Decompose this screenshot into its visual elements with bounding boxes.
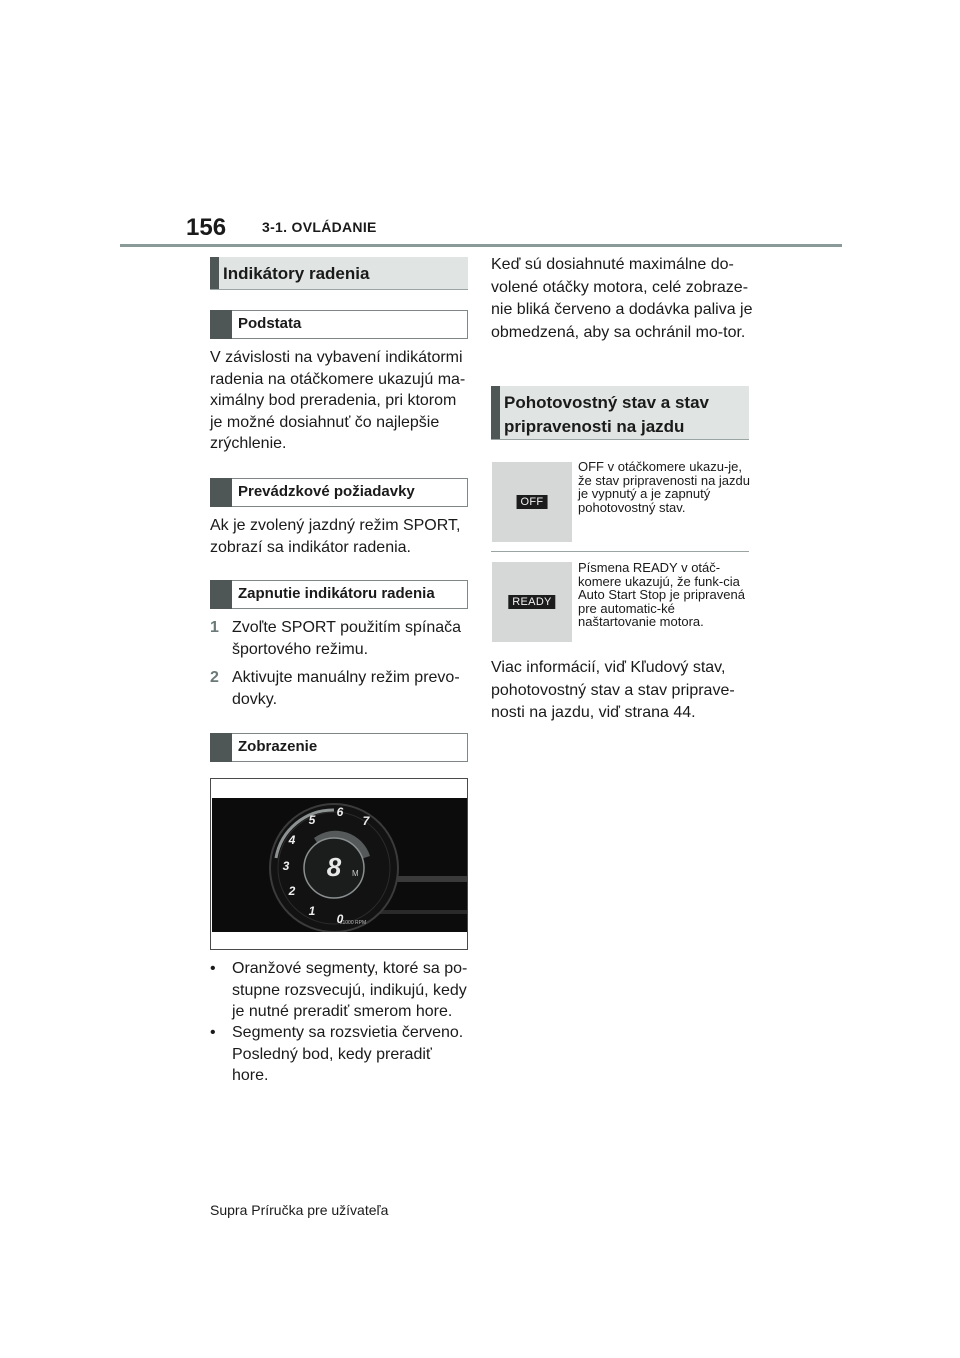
step-text: Zvoľte SPORT použitím spínača športového režimu.: [232, 619, 462, 658]
ready-indicator-image: [492, 562, 572, 642]
tachometer-image: [210, 778, 468, 950]
tick-0: 0: [336, 912, 344, 926]
gear-digit: 8: [326, 852, 342, 882]
subheading-text: Podstata: [238, 315, 302, 332]
section-label: 3-1. OVLÁDANIE: [262, 219, 377, 235]
bullet-symbol: •: [210, 1024, 216, 1041]
tick-7: 7: [362, 814, 370, 828]
tachometer-graphic: [212, 798, 467, 932]
step-1: [210, 617, 472, 661]
gear-mode: M: [352, 869, 359, 878]
heading-standby-ready: [491, 386, 749, 440]
bullet-item-2: [210, 1022, 472, 1088]
paragraph-max-rpm: Keď sú dosiahnuté maximálne do-volené otáčky motora, celé zobraze-nie bliká červeno a dodávka paliva je obmedzená, aby sa ochránil mo-tor.: [491, 256, 753, 341]
footer-text: Supra Príručka pre užívateľa: [210, 1202, 389, 1218]
tick-3: 3: [282, 859, 290, 873]
ready-description: Písmena READY v otáč-komere ukazujú, že funk-cia Auto Start Stop je pripravená pre automatic-ké naštartovanie motora.: [578, 560, 745, 629]
subheading-text: Zobrazenie: [238, 738, 318, 755]
subheading-bar: [210, 478, 232, 507]
heading-shift-indicators: [210, 257, 468, 290]
subheading-text: Prevádzkové požiadavky: [238, 483, 415, 500]
tick-4: 4: [288, 833, 296, 847]
subheading-principle: [210, 310, 468, 339]
bullet-text: Segmenty sa rozsvietia červeno. Posledný bod, kedy preradiť hore.: [232, 1024, 464, 1084]
off-indicator-image: [492, 462, 572, 542]
subheading-bar: [210, 733, 232, 762]
off-label: OFF: [517, 495, 548, 509]
subheading-display: [210, 733, 468, 762]
step-number: 2: [210, 669, 219, 686]
heading-bar: [210, 257, 219, 289]
bullet-symbol: •: [210, 960, 216, 977]
tick-1: 1: [308, 904, 316, 918]
subheading-bar: [210, 580, 232, 609]
subheading-requirements: [210, 478, 468, 507]
heading-bar: [491, 386, 500, 439]
subheading-bar: [210, 310, 232, 339]
tick-5: 5: [308, 813, 316, 827]
bullet-text: Oranžové segmenty, ktoré sa po-stupne rozsvecujú, indikujú, kedy je nutné preradiť smerom hore.: [232, 960, 468, 1020]
page-number: 156: [186, 214, 227, 241]
subheading-activation: [210, 580, 468, 609]
step-number: 1: [210, 619, 219, 636]
step-2: [210, 667, 472, 711]
heading-text: Pohotovostný stav a stav pripravenosti na jazdu: [504, 393, 710, 436]
heading-text: Indikátory radenia: [223, 264, 370, 283]
paragraph-more-info: Viac informácií, viď Kľudový stav, pohotovostný stav a stav priprave-nosti na jazdu, viď strana 44.: [491, 659, 735, 721]
tick-2: 2: [288, 884, 296, 898]
off-description: OFF v otáčkomere ukazu-je, že stav pripravenosti na jazdu je vypnutý a je zapnutý pohotovostný stav.: [578, 459, 750, 515]
divider: [491, 551, 749, 552]
subheading-text: Zapnutie indikátoru radenia: [238, 585, 435, 602]
paragraph-principle: V závislosti na vybavení indikátormi radenia na otáčkomere ukazujú ma-ximálny bod preradenia, pri ktorom je možné dosiahnuť čo najlepšie zrýchlenie.: [210, 349, 466, 452]
tick-6: 6: [336, 805, 344, 819]
step-text: Aktivujte manuálny režim prevo-dovky.: [232, 669, 460, 708]
rpm-unit: x1000 RPM: [340, 920, 367, 926]
ready-label: READY: [508, 595, 555, 609]
bullet-item-1: [210, 958, 472, 1024]
header-rule: [120, 244, 842, 247]
paragraph-requirements: Ak je zvolený jazdný režim SPORT, zobrazí sa indikátor radenia.: [210, 517, 461, 556]
